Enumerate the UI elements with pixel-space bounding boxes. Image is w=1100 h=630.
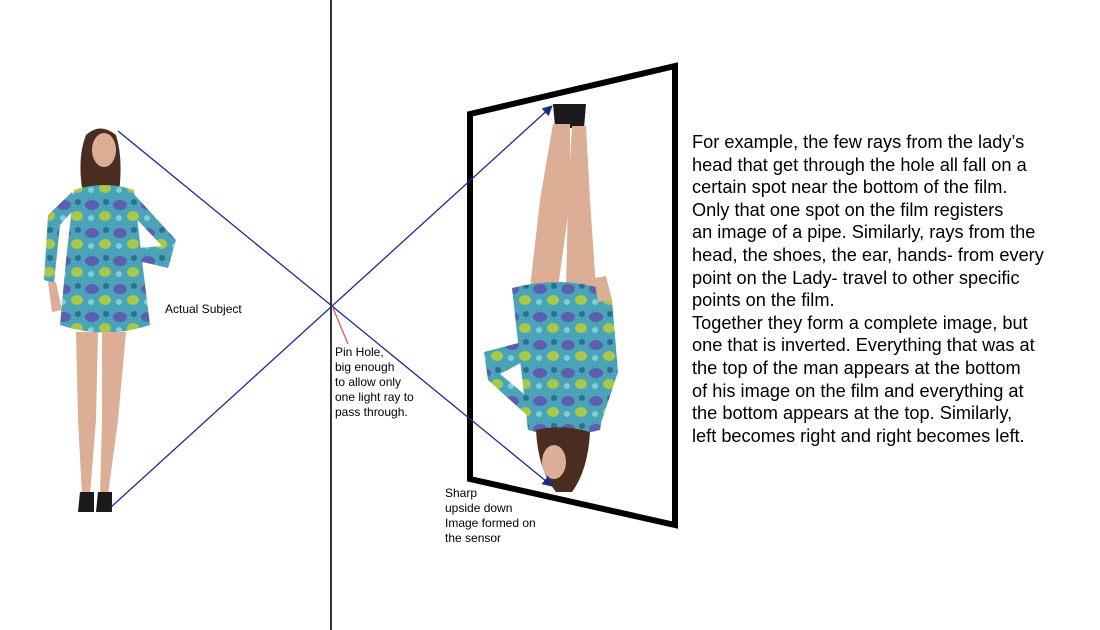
explanation-line: points on the film. [692, 290, 835, 311]
image-left-leg [566, 126, 596, 288]
image-left-shoe [570, 104, 586, 128]
sensor-image-label [445, 486, 536, 546]
sensor-label-line: upside down [445, 501, 513, 515]
explanation-line: point on the Lady- travel to other specific [692, 267, 1020, 288]
explanation-line: an image of a pipe. Similarly, rays from the [692, 222, 1036, 243]
pin-hole-label-line: one light ray to [335, 390, 414, 404]
explanation-line: head that get through the hole all fall on a [692, 154, 1027, 175]
sensor-label-line: the sensor [445, 531, 502, 545]
inverted-image [484, 104, 618, 492]
explanation-line: one that is inverted. Everything that was at [692, 335, 1035, 356]
explanation-line: Only that one spot on the film registers [692, 199, 1004, 220]
sensor-label-line: Image formed on [445, 516, 536, 530]
subject-left-shoe [78, 492, 94, 512]
pin-hole-label-line: pass through. [335, 405, 408, 419]
subject-left-leg [76, 332, 98, 495]
explanation-line: the bottom appears at the top. Similarly, [692, 403, 1013, 424]
explanation-line: certain spot near the bottom of the film. [692, 177, 1008, 198]
subject-face [92, 133, 116, 167]
image-right-leg [530, 124, 570, 288]
explanation-line: the top of the man appears at the bottom [692, 357, 1021, 378]
pin-hole-label-line: Pin Hole, [335, 345, 384, 359]
explanation-line: Together they form a complete image, but [692, 312, 1028, 333]
subject-right-shoe [96, 492, 112, 512]
explanation-text [692, 131, 1092, 447]
image-face [542, 445, 566, 479]
explanation-line: of his image on the film and everything at [692, 380, 1024, 401]
explanation-line: head, the shoes, the ear, hands- from every [692, 244, 1044, 265]
explanation-line: For example, the few rays from the lady’s [692, 132, 1025, 152]
subject-right-leg [100, 332, 126, 495]
subject-left-hand [48, 282, 62, 312]
image-right-shoe [553, 104, 572, 126]
pin-hole-label [335, 345, 414, 420]
subject-figure [44, 129, 176, 513]
sensor-label-line: Sharp [445, 486, 478, 500]
actual-subject-label: Actual Subject [165, 302, 242, 316]
pin-hole-label-line: to allow only [335, 375, 402, 389]
pin-hole-label-line: big enough [335, 360, 395, 374]
explanation-line: left becomes right and right becomes left. [692, 425, 1025, 446]
